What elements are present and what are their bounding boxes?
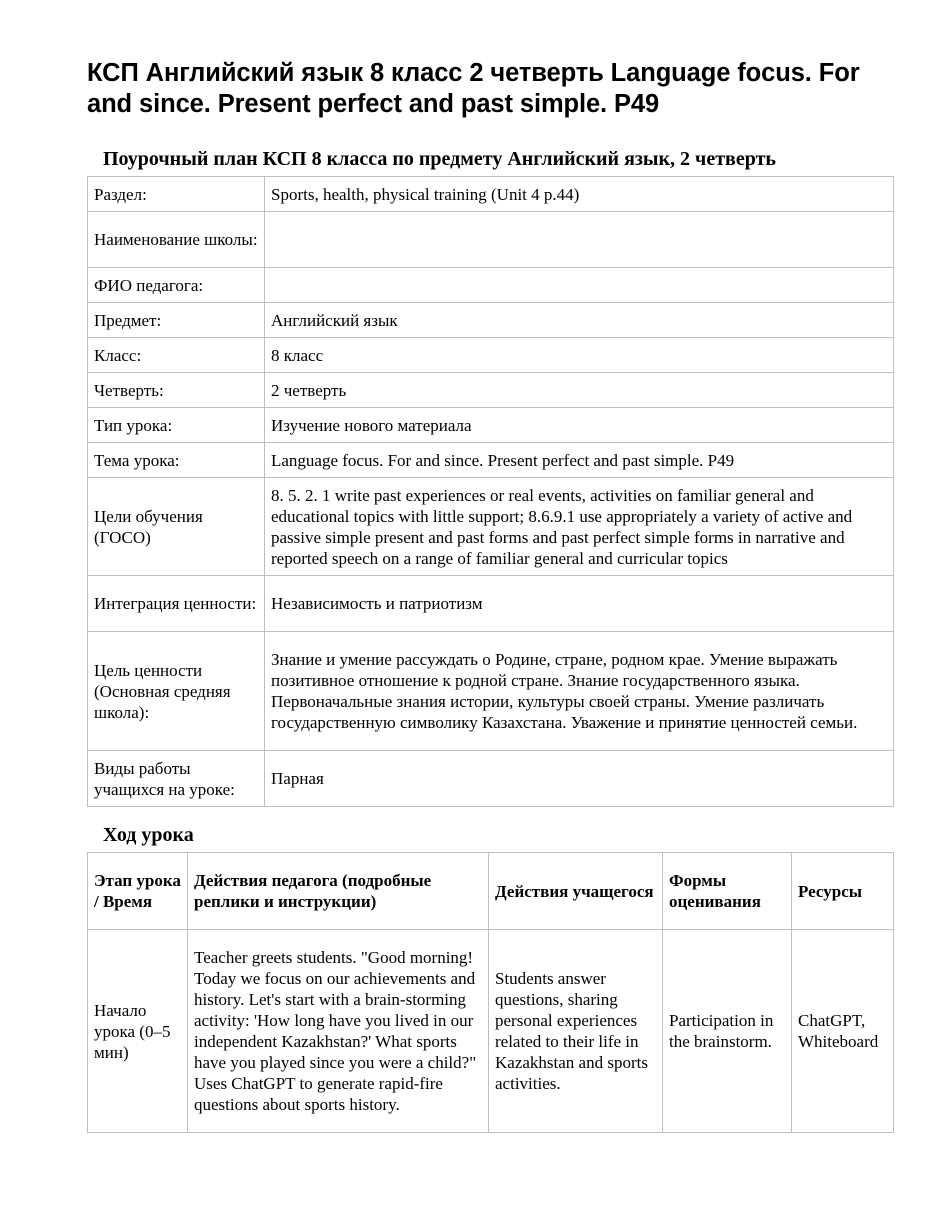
info-value: Изучение нового материала	[265, 408, 894, 443]
cell-assessment: Participation in the brainstorm.	[663, 930, 792, 1133]
lesson-header-row	[88, 853, 894, 930]
document-title: КСП Английский язык 8 класс 2 четверть Language focus. For and since. Present perfect and past simple. P49	[87, 59, 860, 118]
info-value: 8 класс	[265, 338, 894, 373]
cell-student-actions: Students answer questions, sharing personal experiences related to their life in Kazakhstan and sports activities.	[489, 930, 663, 1133]
info-value	[265, 268, 894, 303]
cell-resources: ChatGPT, Whiteboard	[792, 930, 894, 1133]
col-header-student-actions: Действия учащегося	[489, 853, 663, 930]
info-row-subject	[88, 303, 894, 338]
info-label: Интеграция ценности:	[88, 576, 265, 632]
info-row-work-types	[88, 751, 894, 807]
info-row-grade	[88, 338, 894, 373]
info-label: Четверть:	[88, 373, 265, 408]
info-row-value-integration	[88, 576, 894, 632]
info-row-lesson-type	[88, 408, 894, 443]
lesson-heading: Ход урока	[103, 824, 194, 846]
info-label: Раздел:	[88, 177, 265, 212]
table-row	[88, 930, 894, 1133]
info-label: Класс:	[88, 338, 265, 373]
info-row-lesson-topic	[88, 443, 894, 478]
info-label: ФИО педагога:	[88, 268, 265, 303]
info-label: Виды работы учащихся на уроке:	[88, 751, 265, 807]
info-value: Sports, health, physical training (Unit 4 p.44)	[265, 177, 894, 212]
info-label: Тема урока:	[88, 443, 265, 478]
info-label: Предмет:	[88, 303, 265, 338]
info-row-section	[88, 177, 894, 212]
document-page	[87, 58, 893, 1133]
info-label: Цели обучения (ГОСО)	[88, 478, 265, 576]
col-header-teacher-actions: Действия педагога (подробные реплики и инструкции)	[188, 853, 489, 930]
info-row-value-goal	[88, 632, 894, 751]
cell-stage: Начало урока (0–5 мин)	[88, 930, 188, 1133]
info-row-teacher	[88, 268, 894, 303]
info-value: 2 четверть	[265, 373, 894, 408]
info-row-learning-objectives	[88, 478, 894, 576]
info-value: Независимость и патриотизм	[265, 576, 894, 632]
col-header-resources: Ресурсы	[792, 853, 894, 930]
info-value: Парная	[265, 751, 894, 807]
info-label: Тип урока:	[88, 408, 265, 443]
col-header-stage: Этап урока / Время	[88, 853, 188, 930]
info-value: 8. 5. 2. 1 write past experiences or real events, activities on familiar general and educational topics with little support; 8.6.9.1 use appropriately a variety of active and passive simple present and past forms and past perfect simple forms in narrative and reported speech on a range of familiar general and curricular topics	[265, 478, 894, 576]
lesson-info-table	[87, 176, 894, 807]
lesson-flow-table	[87, 852, 894, 1133]
cell-teacher-actions: Teacher greets students. "Good morning! Today we focus on our achievements and history. Let's start with a brain-storming activity: 'How long have you lived in our independent Kazakhstan?' What sports have you played since you were a child?" Uses ChatGPT to generate rapid-fire questions about sports history.	[188, 930, 489, 1133]
info-label: Цель ценности (Основная средняя школа):	[88, 632, 265, 751]
info-row-quarter	[88, 373, 894, 408]
plan-heading: Поурочный план КСП 8 класса по предмету Английский язык, 2 четверть	[103, 148, 776, 170]
info-value: Language focus. For and since. Present perfect and past simple. P49	[265, 443, 894, 478]
info-value: Английский язык	[265, 303, 894, 338]
info-value	[265, 212, 894, 268]
info-value: Знание и умение рассуждать о Родине, стране, родном крае. Умение выражать позитивное отношение к родной стране. Знание государственного языка. Первоначальные знания истории, культуры своей страны. Умение различать государственную символику Казахстана. Уважение и принятие ценностей семьи.	[265, 632, 894, 751]
info-row-school	[88, 212, 894, 268]
col-header-assessment: Формы оценивания	[663, 853, 792, 930]
info-label: Наименование школы:	[88, 212, 265, 268]
